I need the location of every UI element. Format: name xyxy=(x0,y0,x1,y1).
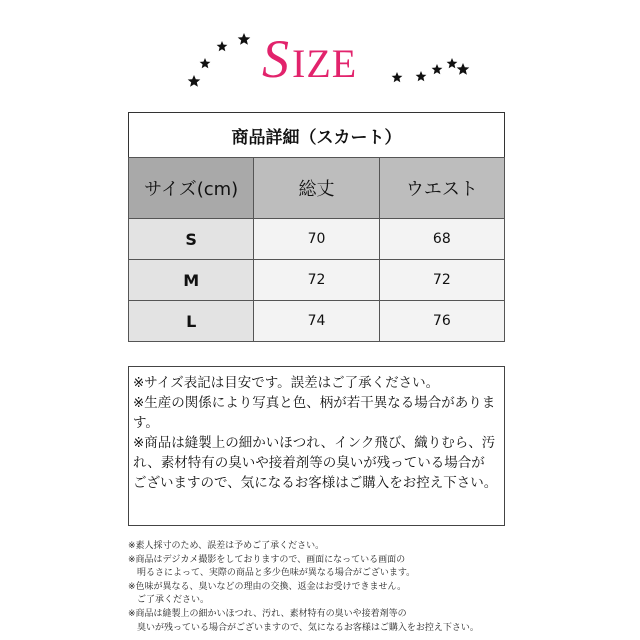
star-icon xyxy=(392,72,403,82)
table-row xyxy=(129,219,505,260)
fine-print-line: 明るさによって、実際の商品と多少色味が異なる場合がございます。 xyxy=(128,568,416,579)
note-text: ※サイズ表記は目安です。誤差はご了承ください。 xyxy=(133,375,440,391)
star-icon xyxy=(457,63,470,75)
star-icon xyxy=(200,58,211,68)
table-row xyxy=(129,301,505,342)
fine-print-line: ※商品は縫製上の細かいほつれ、汚れ、素材特有の臭いや接着剤等の xyxy=(128,608,407,619)
header xyxy=(0,0,640,110)
size-cell: L xyxy=(129,301,254,342)
waist-cell: 68 xyxy=(379,219,504,260)
size-table xyxy=(128,112,505,342)
fine-print xyxy=(128,540,528,635)
table-row xyxy=(129,260,505,301)
star-icon xyxy=(238,33,251,45)
column-header-waist: ウエスト xyxy=(379,158,504,219)
star-icon xyxy=(447,58,458,68)
length-cell: 70 xyxy=(254,219,379,260)
title-rest: IZE xyxy=(292,41,358,86)
column-header-length: 総丈 xyxy=(254,158,379,219)
fine-print-line: 臭いが残っている場合がございますので、気になるお客様はご購入をお控え下さい。 xyxy=(128,622,479,633)
fine-print-line: ご了承ください。 xyxy=(128,595,210,606)
page-title xyxy=(262,28,357,88)
waist-cell: 76 xyxy=(379,301,504,342)
star-icon xyxy=(432,64,443,74)
star-icon xyxy=(416,71,427,81)
title-initial: S xyxy=(262,29,290,89)
size-cell: S xyxy=(129,219,254,260)
fine-print-line: ※素人採寸のため、誤差は予めご了承ください。 xyxy=(128,541,325,551)
length-cell: 72 xyxy=(254,260,379,301)
fine-print-line: ※色味が異なる、臭いなどの理由の交換、返金はお受けできません。 xyxy=(128,581,407,592)
note-text: ※商品は縫製上の細かいほつれ、インク飛び、織りむら、汚れ、素材特有の臭いや接着剤等の臭いが残っている場合がございますので、気になるお客様はご購入をお控え下さい。 xyxy=(133,435,498,491)
note-text: ※生産の関係により写真と色、柄が若干異なる場合があります。 xyxy=(133,395,496,431)
waist-cell: 72 xyxy=(379,260,504,301)
size-cell: M xyxy=(129,260,254,301)
star-icon xyxy=(188,75,201,87)
star-icon xyxy=(217,41,228,51)
column-header-size: サイズ(cm) xyxy=(129,158,254,219)
length-cell: 74 xyxy=(254,301,379,342)
notes-box xyxy=(128,366,505,526)
fine-print-line: ※商品はデジカメ撮影をしておりますので、画面になっている画面の xyxy=(128,554,406,565)
table-caption: 商品詳細（スカート） xyxy=(129,113,505,158)
